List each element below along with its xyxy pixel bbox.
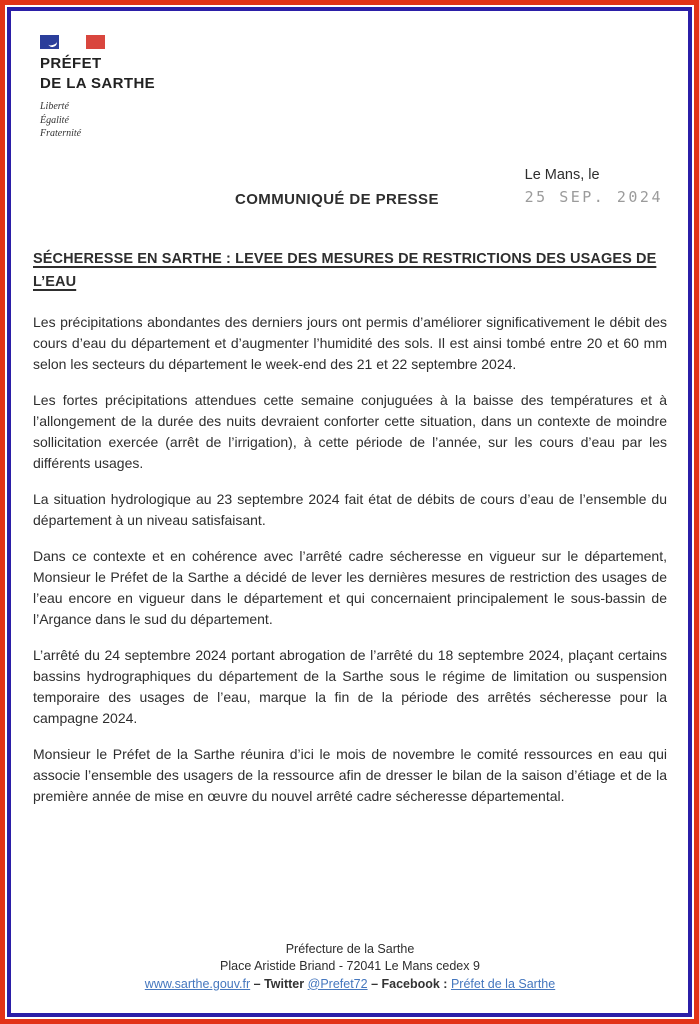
facebook-label: – Facebook : <box>371 976 448 991</box>
body-paragraph: La situation hydrologique au 23 septembre 2024 fait état de débits de cours d’eau de l’ensemble du département à un niveau satisfaisant. <box>33 490 667 528</box>
logo-title-line1: PRÉFET <box>40 55 102 72</box>
document-type-label: COMMUNIQUÉ DE PRESSE <box>235 190 439 208</box>
date-block <box>525 167 663 208</box>
body-paragraph: Monsieur le Préfet de la Sarthe réunira d’ici le mois de novembre le comité ressources en eau qui associe l’ensemble des usagers de la ressource afin de dresser le bilan de la saison d’étiage et de la première année de mise en œuvre du nouvel arrêté cadre sécheresse départemental. <box>33 745 667 804</box>
place-date-label: Le Mans, le <box>524 166 600 183</box>
motto-liberte: Liberté <box>40 101 69 112</box>
prefecture-logo <box>40 35 667 141</box>
date-stamp: 25 SEP. 2024 <box>524 187 663 206</box>
footer-social-line <box>33 976 667 994</box>
paragraph-container <box>33 312 667 807</box>
flag-blue-stripe <box>40 35 59 49</box>
document-header <box>33 35 667 141</box>
dateline-row <box>33 167 667 208</box>
press-release-title: SÉCHERESSE EN SARTHE : LEVEE DES MESURES DE RESTRICTIONS DES USAGES DE L’EAU <box>33 250 657 290</box>
body-paragraph: L’arrêté du 24 septembre 2024 portant abrogation de l’arrêté du 18 septembre 2024, plaçant certains bassins hydrographiques du département de la Sarthe sous le régime de limitation ou suspension temporaire des usages de l’eau, marque la fin de la période des arrêtés sécheresse pour la campagne 2024. <box>33 646 667 726</box>
document-body <box>33 248 667 822</box>
twitter-link[interactable]: @Prefet72 <box>307 976 368 991</box>
french-flag-icon <box>40 35 667 49</box>
body-paragraph: Dans ce contexte et en cohérence avec l’arrêté cadre sécheresse en vigueur sur le département, Monsieur le Préfet de la Sarthe a décidé de lever les dernières mesures de restriction des usages de l’eau encore en vigueur dans le département et qui concernaient principalement le sous-bassin de l’Argance dans le sud du département. <box>33 547 667 627</box>
footer-org-name: Préfecture de la Sarthe <box>285 941 415 956</box>
body-paragraph: Les précipitations abondantes des derniers jours ont permis d’améliorer significativement le débit des cours d’eau du département et d’augmenter l’humidité des sols. Il est ainsi tombé entre 20 et 60 mm selon les secteurs du département le week-end des 21 et 22 septembre 2024. <box>33 313 667 372</box>
document-frame <box>7 7 692 1017</box>
website-link[interactable]: www.sarthe.gouv.fr <box>144 976 251 991</box>
logo-title-line2: DE LA SARTHE <box>40 74 156 92</box>
motto-fraternite: Fraternité <box>40 128 82 139</box>
facebook-link[interactable]: Préfet de la Sarthe <box>450 976 556 991</box>
republic-motto <box>40 100 667 141</box>
document-footer <box>33 941 667 1002</box>
twitter-label: – Twitter <box>253 976 305 991</box>
flag-white-stripe <box>63 35 82 49</box>
flag-red-stripe <box>86 35 105 49</box>
footer-address: Place Aristide Briand - 72041 Le Mans cedex 9 <box>220 959 480 973</box>
motto-egalite: Égalité <box>40 114 69 126</box>
body-paragraph: Les fortes précipitations attendues cette semaine conjuguées à la baisse des températures et à l’allongement de la durée des nuits devraient conforter cette situation, dans un contexte de moindre sollicitation exercée (arrêt de l’irrigation), à cette période de l’année, sur les cours d’eau par les différents usages. <box>33 391 667 471</box>
